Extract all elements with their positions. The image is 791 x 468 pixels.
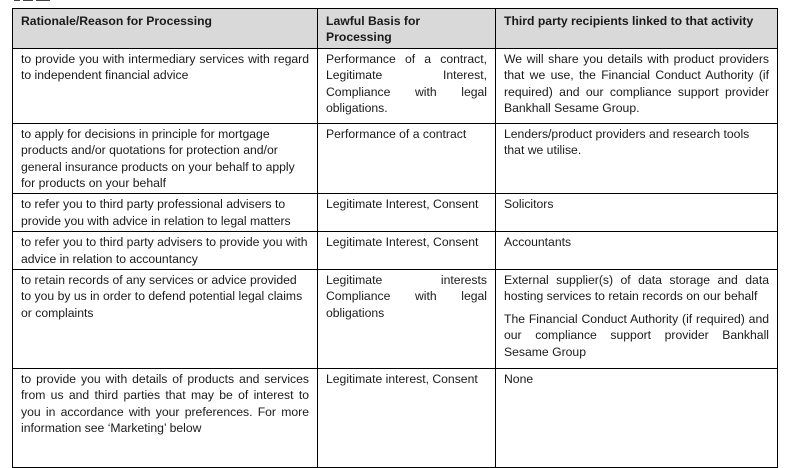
- header-rationale: Rationale/Reason for Processing: [13, 9, 318, 49]
- recipients-text: Lenders/product providers and research tools that we utilise.: [504, 126, 750, 158]
- reason-cell: to refer you to third party advisers to provide you with advice in relation to accountancy: [13, 232, 318, 270]
- recipients-text: External supplier(s) of data storage and data hosting services to retain records on our behalf: [504, 273, 769, 304]
- recipients-cell: [496, 123, 778, 194]
- basis-cell: Performance of a contract, Legitimate Interest, Compliance with legal obligations.: [318, 48, 496, 123]
- recipients-cell: [496, 369, 778, 468]
- reason-cell: to provide you with intermediary services with regard to independent financial advice: [13, 48, 318, 123]
- recipients-cell: [496, 48, 778, 123]
- recipients-text: The Financial Conduct Authority (if required) and our compliance support provider Bankhall Sesame Group: [504, 311, 769, 359]
- recipients-cell: [496, 270, 778, 369]
- table-header-row: [13, 9, 778, 49]
- table-row: [13, 270, 778, 369]
- table-row: [13, 48, 778, 123]
- reason-cell: to refer you to third party professional advisers to provide you with advice in relation to legal matters: [13, 194, 318, 232]
- recipients-text: We will share you details with product providers that we use, the Financial Conduct Authority (if required) and our compliance support provider Bankhall Sesame Group.: [504, 51, 769, 116]
- basis-cell: Performance of a contract: [318, 123, 496, 194]
- basis-cell: Legitimate interests Compliance with legal obligations: [318, 270, 496, 369]
- cropped-text-fragment: [14, 0, 54, 2]
- recipients-cell: [496, 194, 778, 232]
- recipients-text: Accountants: [504, 235, 572, 250]
- table-row: [13, 232, 778, 270]
- recipients-cell: [496, 232, 778, 270]
- table-row: [13, 194, 778, 232]
- table-row: [13, 369, 778, 468]
- basis-cell: Legitimate Interest, Consent: [318, 232, 496, 270]
- recipients-text: Solicitors: [504, 197, 554, 212]
- basis-cell: Legitimate interest, Consent: [318, 369, 496, 468]
- reason-cell: to apply for decisions in principle for mortgage products and/or quotations for protection and/or general insurance products on your behalf to apply for products on your behalf: [13, 123, 318, 194]
- header-lawful-basis: Lawful Basis for Processing: [318, 9, 496, 49]
- processing-table: [12, 8, 778, 468]
- reason-cell: to provide you with details of products and services from us and third parties that may be of interest to you in accordance with your preferences. For more information see ‘Marketing’ below: [13, 369, 318, 468]
- header-recipients: Third party recipients linked to that activity: [496, 9, 778, 49]
- basis-cell: Legitimate Interest, Consent: [318, 194, 496, 232]
- reason-cell: to retain records of any services or advice provided to you by us in order to defend potential legal claims or complaints: [13, 270, 318, 369]
- table-row: [13, 123, 778, 194]
- recipients-text: None: [504, 372, 534, 387]
